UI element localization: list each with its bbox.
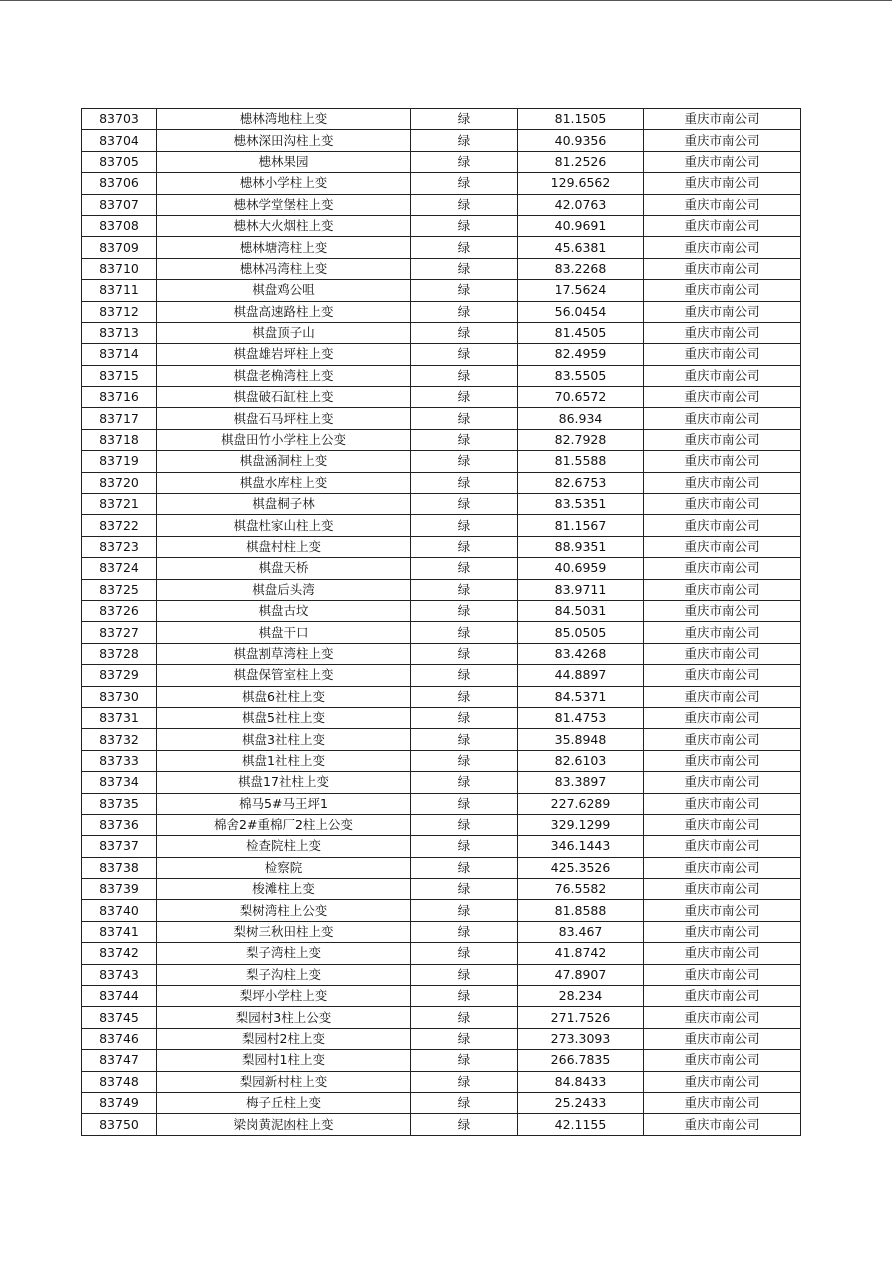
company-cell: 重庆市南公司: [644, 1092, 801, 1113]
row-id-cell: 83717: [82, 408, 157, 429]
row-id-cell: 83720: [82, 472, 157, 493]
company-cell: 重庆市南公司: [644, 1028, 801, 1049]
color-code-cell: 绿: [411, 921, 518, 942]
company-cell: 重庆市南公司: [644, 1007, 801, 1028]
value-cell: 329.1299: [518, 814, 644, 835]
value-cell: 84.5031: [518, 600, 644, 621]
station-name-cell: 检察院: [157, 857, 411, 878]
color-code-cell: 绿: [411, 750, 518, 771]
company-cell: 重庆市南公司: [644, 772, 801, 793]
table-row: [82, 408, 801, 429]
table-row: [82, 921, 801, 942]
color-code-cell: 绿: [411, 387, 518, 408]
company-cell: 重庆市南公司: [644, 344, 801, 365]
color-code-cell: 绿: [411, 836, 518, 857]
row-id-cell: 83729: [82, 665, 157, 686]
row-id-cell: 83707: [82, 194, 157, 215]
table-row: [82, 1071, 801, 1092]
table-row: [82, 964, 801, 985]
color-code-cell: 绿: [411, 900, 518, 921]
station-name-cell: 槵林小学柱上变: [157, 173, 411, 194]
row-id-cell: 83726: [82, 600, 157, 621]
company-cell: 重庆市南公司: [644, 322, 801, 343]
company-cell: 重庆市南公司: [644, 408, 801, 429]
row-id-cell: 83705: [82, 151, 157, 172]
station-name-cell: 棋盘杜家山柱上变: [157, 515, 411, 536]
value-cell: 28.234: [518, 986, 644, 1007]
value-cell: 84.5371: [518, 686, 644, 707]
row-id-cell: 83727: [82, 622, 157, 643]
color-code-cell: 绿: [411, 793, 518, 814]
color-code-cell: 绿: [411, 600, 518, 621]
company-cell: 重庆市南公司: [644, 451, 801, 472]
value-cell: 40.9691: [518, 215, 644, 236]
color-code-cell: 绿: [411, 643, 518, 664]
row-id-cell: 83746: [82, 1028, 157, 1049]
value-cell: 40.6959: [518, 558, 644, 579]
table-row: [82, 750, 801, 771]
table-row: [82, 857, 801, 878]
station-name-cell: 棋盘后头湾: [157, 579, 411, 600]
value-cell: 81.4505: [518, 322, 644, 343]
value-cell: 271.7526: [518, 1007, 644, 1028]
station-name-cell: 棋盘3社柱上变: [157, 729, 411, 750]
row-id-cell: 83732: [82, 729, 157, 750]
value-cell: 81.5588: [518, 451, 644, 472]
value-cell: 82.4959: [518, 344, 644, 365]
company-cell: 重庆市南公司: [644, 494, 801, 515]
row-id-cell: 83731: [82, 707, 157, 728]
company-cell: 重庆市南公司: [644, 1071, 801, 1092]
color-code-cell: 绿: [411, 365, 518, 386]
table-row: [82, 344, 801, 365]
row-id-cell: 83739: [82, 879, 157, 900]
station-name-cell: 梨园村3柱上公变: [157, 1007, 411, 1028]
row-id-cell: 83749: [82, 1092, 157, 1113]
table-row: [82, 301, 801, 322]
station-name-cell: 棋盘水库柱上变: [157, 472, 411, 493]
color-code-cell: 绿: [411, 322, 518, 343]
row-id-cell: 83740: [82, 900, 157, 921]
value-cell: 83.5351: [518, 494, 644, 515]
company-cell: 重庆市南公司: [644, 151, 801, 172]
value-cell: 82.6103: [518, 750, 644, 771]
table-row: [82, 173, 801, 194]
table-row: [82, 494, 801, 515]
station-name-cell: 棋盘17社柱上变: [157, 772, 411, 793]
data-table: [81, 108, 801, 1136]
company-cell: 重庆市南公司: [644, 921, 801, 942]
value-cell: 82.6753: [518, 472, 644, 493]
company-cell: 重庆市南公司: [644, 579, 801, 600]
station-name-cell: 梨园新村柱上变: [157, 1071, 411, 1092]
company-cell: 重庆市南公司: [644, 194, 801, 215]
station-name-cell: 槵林大火烟柱上变: [157, 215, 411, 236]
color-code-cell: 绿: [411, 173, 518, 194]
table-row: [82, 729, 801, 750]
value-cell: 266.7835: [518, 1050, 644, 1071]
color-code-cell: 绿: [411, 943, 518, 964]
station-name-cell: 棋盘老桷湾柱上变: [157, 365, 411, 386]
color-code-cell: 绿: [411, 194, 518, 215]
value-cell: 85.0505: [518, 622, 644, 643]
company-cell: 重庆市南公司: [644, 130, 801, 151]
row-id-cell: 83725: [82, 579, 157, 600]
station-name-cell: 梨园村1柱上变: [157, 1050, 411, 1071]
station-name-cell: 梨树三秋田柱上变: [157, 921, 411, 942]
value-cell: 44.8897: [518, 665, 644, 686]
row-id-cell: 83719: [82, 451, 157, 472]
station-name-cell: 棉舍2#重棉厂2柱上公变: [157, 814, 411, 835]
color-code-cell: 绿: [411, 986, 518, 1007]
station-name-cell: 棋盘干口: [157, 622, 411, 643]
station-name-cell: 棋盘雄岩坪柱上变: [157, 344, 411, 365]
station-name-cell: 棋盘破石缸柱上变: [157, 387, 411, 408]
row-id-cell: 83736: [82, 814, 157, 835]
value-cell: 41.8742: [518, 943, 644, 964]
row-id-cell: 83713: [82, 322, 157, 343]
value-cell: 81.8588: [518, 900, 644, 921]
company-cell: 重庆市南公司: [644, 943, 801, 964]
color-code-cell: 绿: [411, 237, 518, 258]
color-code-cell: 绿: [411, 1071, 518, 1092]
color-code-cell: 绿: [411, 344, 518, 365]
color-code-cell: 绿: [411, 215, 518, 236]
row-id-cell: 83716: [82, 387, 157, 408]
table-row: [82, 600, 801, 621]
row-id-cell: 83748: [82, 1071, 157, 1092]
station-name-cell: 梨园村2柱上变: [157, 1028, 411, 1049]
company-cell: 重庆市南公司: [644, 643, 801, 664]
company-cell: 重庆市南公司: [644, 986, 801, 1007]
station-name-cell: 棋盘1社柱上变: [157, 750, 411, 771]
station-name-cell: 棋盘村柱上变: [157, 536, 411, 557]
color-code-cell: 绿: [411, 408, 518, 429]
row-id-cell: 83743: [82, 964, 157, 985]
color-code-cell: 绿: [411, 879, 518, 900]
station-name-cell: 棋盘古坟: [157, 600, 411, 621]
row-id-cell: 83738: [82, 857, 157, 878]
station-name-cell: 槵林湾地柱上变: [157, 109, 411, 130]
company-cell: 重庆市南公司: [644, 536, 801, 557]
value-cell: 227.6289: [518, 793, 644, 814]
table-row: [82, 280, 801, 301]
row-id-cell: 83706: [82, 173, 157, 194]
row-id-cell: 83703: [82, 109, 157, 130]
value-cell: 81.2526: [518, 151, 644, 172]
table-row: [82, 429, 801, 450]
company-cell: 重庆市南公司: [644, 707, 801, 728]
value-cell: 82.7928: [518, 429, 644, 450]
color-code-cell: 绿: [411, 558, 518, 579]
company-cell: 重庆市南公司: [644, 173, 801, 194]
value-cell: 83.4268: [518, 643, 644, 664]
table-row: [82, 1050, 801, 1071]
row-id-cell: 83723: [82, 536, 157, 557]
company-cell: 重庆市南公司: [644, 387, 801, 408]
station-name-cell: 梨子沟柱上变: [157, 964, 411, 985]
value-cell: 35.8948: [518, 729, 644, 750]
table-row: [82, 194, 801, 215]
table-row: [82, 707, 801, 728]
station-name-cell: 棋盘涵洞柱上变: [157, 451, 411, 472]
value-cell: 81.1505: [518, 109, 644, 130]
row-id-cell: 83733: [82, 750, 157, 771]
table-row: [82, 836, 801, 857]
table-row: [82, 1114, 801, 1135]
station-name-cell: 梨坪小学柱上变: [157, 986, 411, 1007]
value-cell: 76.5582: [518, 879, 644, 900]
table-row: [82, 536, 801, 557]
company-cell: 重庆市南公司: [644, 515, 801, 536]
company-cell: 重庆市南公司: [644, 665, 801, 686]
station-name-cell: 棋盘鸡公咀: [157, 280, 411, 301]
station-name-cell: 槵林冯湾柱上变: [157, 258, 411, 279]
row-id-cell: 83718: [82, 429, 157, 450]
value-cell: 83.9711: [518, 579, 644, 600]
company-cell: 重庆市南公司: [644, 1114, 801, 1135]
row-id-cell: 83741: [82, 921, 157, 942]
table-row: [82, 943, 801, 964]
color-code-cell: 绿: [411, 1007, 518, 1028]
company-cell: 重庆市南公司: [644, 280, 801, 301]
row-id-cell: 83737: [82, 836, 157, 857]
row-id-cell: 83709: [82, 237, 157, 258]
color-code-cell: 绿: [411, 258, 518, 279]
table-row: [82, 109, 801, 130]
row-id-cell: 83708: [82, 215, 157, 236]
value-cell: 129.6562: [518, 173, 644, 194]
color-code-cell: 绿: [411, 665, 518, 686]
color-code-cell: 绿: [411, 964, 518, 985]
station-name-cell: 梨树湾柱上公变: [157, 900, 411, 921]
value-cell: 47.8907: [518, 964, 644, 985]
row-id-cell: 83742: [82, 943, 157, 964]
company-cell: 重庆市南公司: [644, 857, 801, 878]
row-id-cell: 83728: [82, 643, 157, 664]
station-name-cell: 槵林果园: [157, 151, 411, 172]
row-id-cell: 83704: [82, 130, 157, 151]
row-id-cell: 83747: [82, 1050, 157, 1071]
color-code-cell: 绿: [411, 814, 518, 835]
company-cell: 重庆市南公司: [644, 258, 801, 279]
value-cell: 83.5505: [518, 365, 644, 386]
row-id-cell: 83730: [82, 686, 157, 707]
table-row: [82, 387, 801, 408]
value-cell: 81.1567: [518, 515, 644, 536]
color-code-cell: 绿: [411, 151, 518, 172]
table-row: [82, 579, 801, 600]
value-cell: 83.467: [518, 921, 644, 942]
table-row: [82, 151, 801, 172]
company-cell: 重庆市南公司: [644, 1050, 801, 1071]
row-id-cell: 83712: [82, 301, 157, 322]
row-id-cell: 83722: [82, 515, 157, 536]
color-code-cell: 绿: [411, 579, 518, 600]
value-cell: 81.4753: [518, 707, 644, 728]
table-row: [82, 814, 801, 835]
station-name-cell: 棋盘田竹小学柱上公变: [157, 429, 411, 450]
color-code-cell: 绿: [411, 857, 518, 878]
company-cell: 重庆市南公司: [644, 429, 801, 450]
table-body: [82, 109, 801, 1136]
value-cell: 25.2433: [518, 1092, 644, 1113]
color-code-cell: 绿: [411, 622, 518, 643]
color-code-cell: 绿: [411, 1050, 518, 1071]
station-name-cell: 槵林学堂堡柱上变: [157, 194, 411, 215]
table-row: [82, 1028, 801, 1049]
table-row: [82, 515, 801, 536]
row-id-cell: 83721: [82, 494, 157, 515]
station-name-cell: 槵林塘湾柱上变: [157, 237, 411, 258]
company-cell: 重庆市南公司: [644, 472, 801, 493]
color-code-cell: 绿: [411, 301, 518, 322]
table-row: [82, 686, 801, 707]
color-code-cell: 绿: [411, 707, 518, 728]
row-id-cell: 83710: [82, 258, 157, 279]
company-cell: 重庆市南公司: [644, 109, 801, 130]
row-id-cell: 83734: [82, 772, 157, 793]
station-name-cell: 梨子湾柱上变: [157, 943, 411, 964]
company-cell: 重庆市南公司: [644, 237, 801, 258]
company-cell: 重庆市南公司: [644, 836, 801, 857]
table-row: [82, 1092, 801, 1113]
table-row: [82, 793, 801, 814]
company-cell: 重庆市南公司: [644, 729, 801, 750]
table-row: [82, 237, 801, 258]
table-row: [82, 472, 801, 493]
station-name-cell: 棋盘保管室柱上变: [157, 665, 411, 686]
station-name-cell: 梭滩柱上变: [157, 879, 411, 900]
company-cell: 重庆市南公司: [644, 622, 801, 643]
station-name-cell: 棋盘高速路柱上变: [157, 301, 411, 322]
color-code-cell: 绿: [411, 429, 518, 450]
color-code-cell: 绿: [411, 280, 518, 301]
station-name-cell: 槵林深田沟柱上变: [157, 130, 411, 151]
company-cell: 重庆市南公司: [644, 686, 801, 707]
station-name-cell: 棋盘石马坪柱上变: [157, 408, 411, 429]
table-row: [82, 365, 801, 386]
table-row: [82, 258, 801, 279]
value-cell: 17.5624: [518, 280, 644, 301]
value-cell: 45.6381: [518, 237, 644, 258]
company-cell: 重庆市南公司: [644, 814, 801, 835]
company-cell: 重庆市南公司: [644, 600, 801, 621]
row-id-cell: 83745: [82, 1007, 157, 1028]
table-row: [82, 558, 801, 579]
value-cell: 425.3526: [518, 857, 644, 878]
table-row: [82, 900, 801, 921]
value-cell: 273.3093: [518, 1028, 644, 1049]
row-id-cell: 83735: [82, 793, 157, 814]
row-id-cell: 83724: [82, 558, 157, 579]
table-row: [82, 322, 801, 343]
station-name-cell: 棋盘桐子林: [157, 494, 411, 515]
row-id-cell: 83711: [82, 280, 157, 301]
station-name-cell: 棋盘割草湾柱上变: [157, 643, 411, 664]
color-code-cell: 绿: [411, 494, 518, 515]
company-cell: 重庆市南公司: [644, 750, 801, 771]
table-row: [82, 215, 801, 236]
station-name-cell: 梁岗黄泥凼柱上变: [157, 1114, 411, 1135]
value-cell: 83.2268: [518, 258, 644, 279]
table-row: [82, 622, 801, 643]
table-row: [82, 643, 801, 664]
table-row: [82, 130, 801, 151]
value-cell: 84.8433: [518, 1071, 644, 1092]
page-top-border: [0, 0, 892, 1]
station-name-cell: 梅子丘柱上变: [157, 1092, 411, 1113]
value-cell: 70.6572: [518, 387, 644, 408]
company-cell: 重庆市南公司: [644, 879, 801, 900]
company-cell: 重庆市南公司: [644, 964, 801, 985]
color-code-cell: 绿: [411, 729, 518, 750]
table-row: [82, 879, 801, 900]
color-code-cell: 绿: [411, 772, 518, 793]
color-code-cell: 绿: [411, 1092, 518, 1113]
station-name-cell: 棋盘天桥: [157, 558, 411, 579]
company-cell: 重庆市南公司: [644, 365, 801, 386]
value-cell: 346.1443: [518, 836, 644, 857]
color-code-cell: 绿: [411, 109, 518, 130]
color-code-cell: 绿: [411, 536, 518, 557]
color-code-cell: 绿: [411, 451, 518, 472]
company-cell: 重庆市南公司: [644, 793, 801, 814]
color-code-cell: 绿: [411, 515, 518, 536]
color-code-cell: 绿: [411, 1114, 518, 1135]
company-cell: 重庆市南公司: [644, 558, 801, 579]
color-code-cell: 绿: [411, 1028, 518, 1049]
station-name-cell: 检查院柱上变: [157, 836, 411, 857]
table-row: [82, 451, 801, 472]
station-name-cell: 棋盘5社柱上变: [157, 707, 411, 728]
color-code-cell: 绿: [411, 130, 518, 151]
value-cell: 42.0763: [518, 194, 644, 215]
value-cell: 40.9356: [518, 130, 644, 151]
company-cell: 重庆市南公司: [644, 900, 801, 921]
value-cell: 42.1155: [518, 1114, 644, 1135]
table-row: [82, 772, 801, 793]
color-code-cell: 绿: [411, 472, 518, 493]
company-cell: 重庆市南公司: [644, 301, 801, 322]
value-cell: 56.0454: [518, 301, 644, 322]
table-row: [82, 665, 801, 686]
value-cell: 83.3897: [518, 772, 644, 793]
table-row: [82, 1007, 801, 1028]
row-id-cell: 83715: [82, 365, 157, 386]
row-id-cell: 83744: [82, 986, 157, 1007]
station-name-cell: 棋盘顶子山: [157, 322, 411, 343]
company-cell: 重庆市南公司: [644, 215, 801, 236]
value-cell: 86.934: [518, 408, 644, 429]
row-id-cell: 83714: [82, 344, 157, 365]
color-code-cell: 绿: [411, 686, 518, 707]
value-cell: 88.9351: [518, 536, 644, 557]
station-name-cell: 棉马5#马王坪1: [157, 793, 411, 814]
table-row: [82, 986, 801, 1007]
station-name-cell: 棋盘6社柱上变: [157, 686, 411, 707]
row-id-cell: 83750: [82, 1114, 157, 1135]
